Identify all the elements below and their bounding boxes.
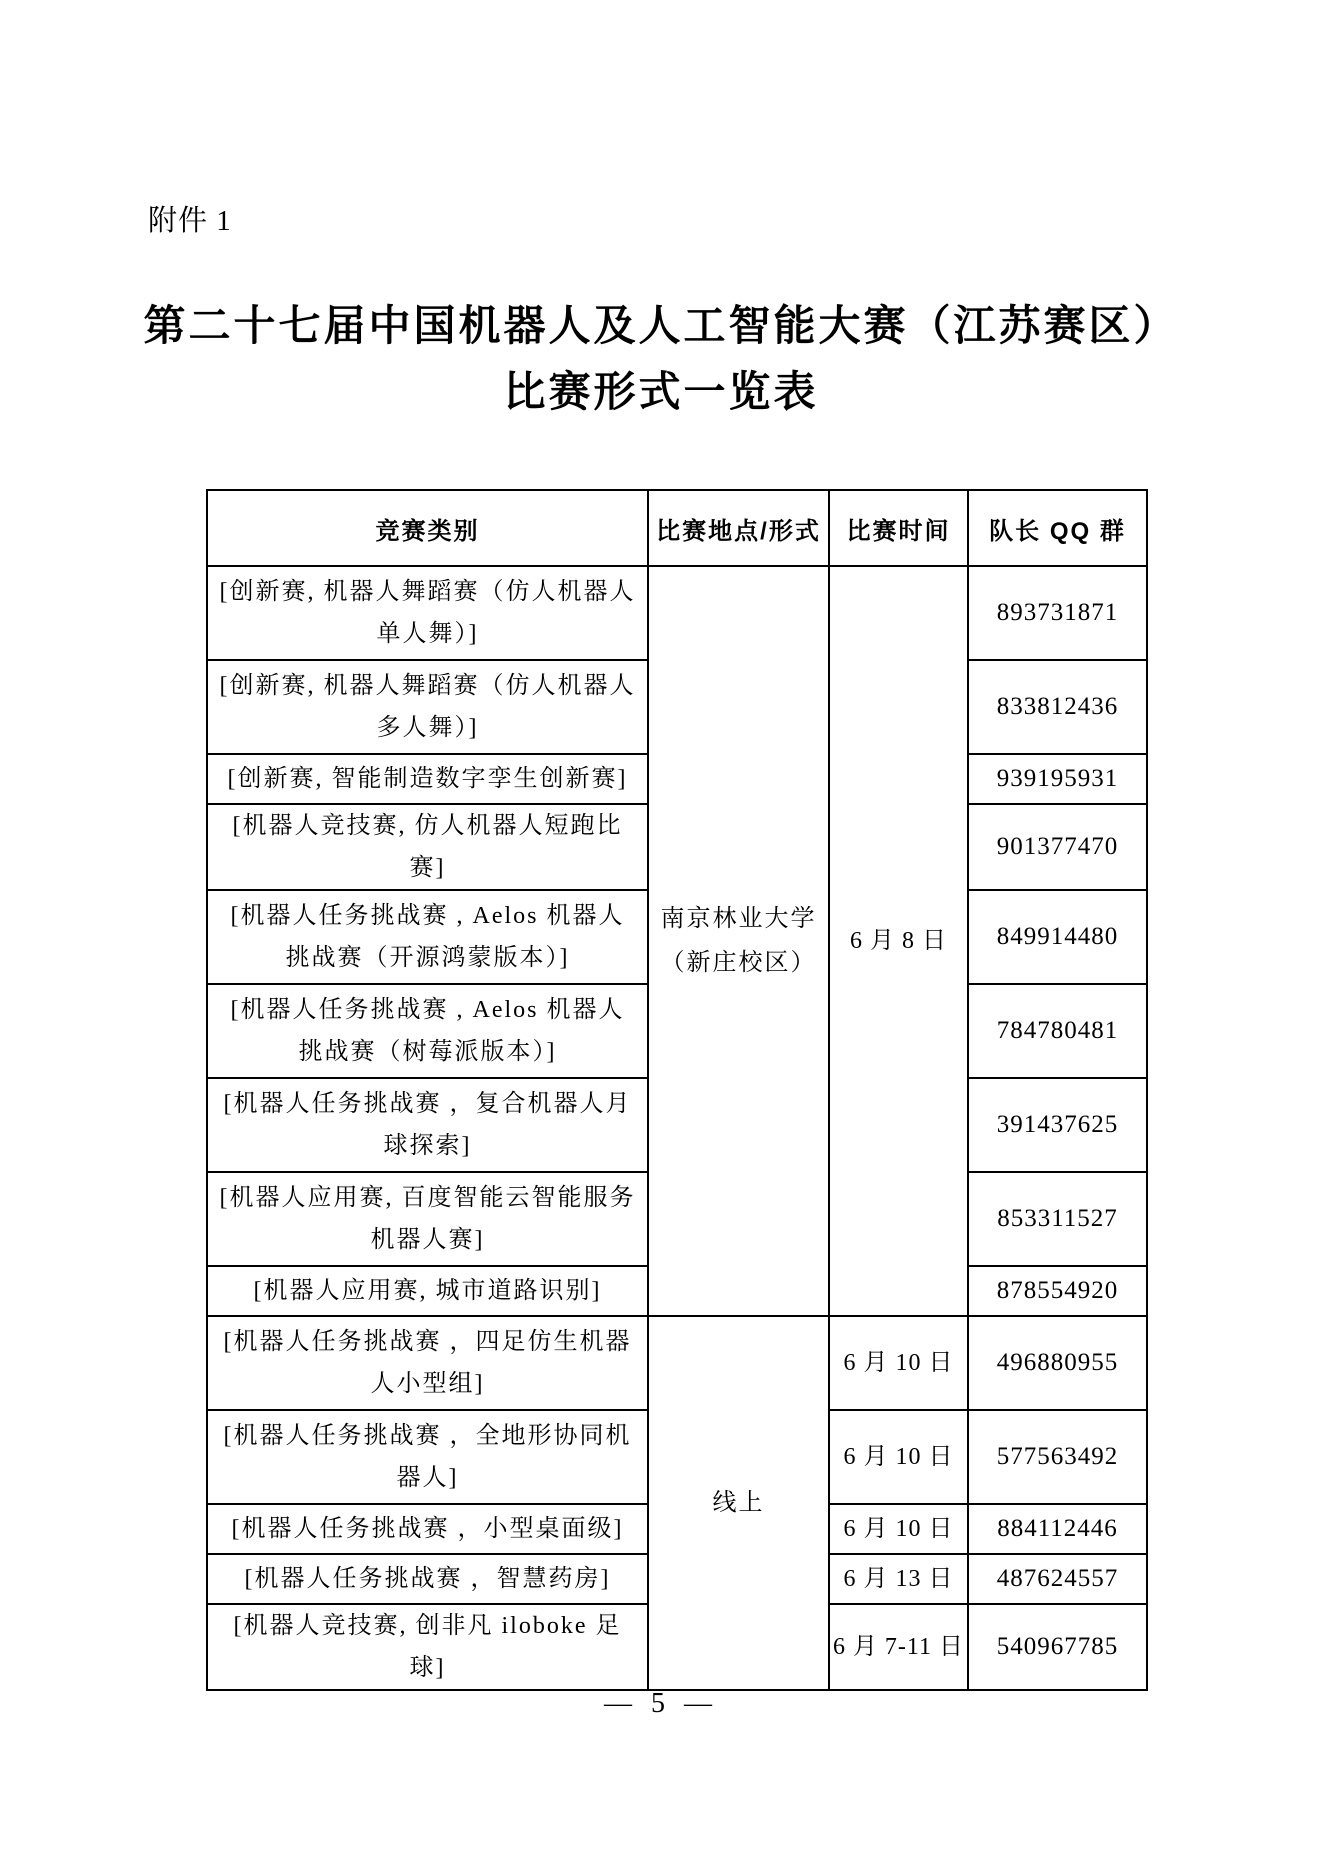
title-line-1: 第二十七届中国机器人及人工智能大赛（江苏赛区）	[143, 304, 1179, 350]
location-line-1: 南京林业大学	[660, 906, 817, 932]
header-location: 比赛地点/形式	[648, 490, 829, 566]
category-cell: [机器人任务挑战赛 ，小型桌面级]	[207, 1504, 648, 1554]
qq-cell: 784780481	[968, 984, 1147, 1078]
time-cell: 6 月 10 日	[829, 1504, 968, 1554]
category-cell: [机器人任务挑战赛 ，复合机器人月球探索]	[207, 1078, 648, 1172]
category-cell: [机器人任务挑战赛 ，四足仿生机器人小型组]	[207, 1316, 648, 1410]
attachment-label: 附件 1	[148, 205, 232, 237]
category-cell: [机器人任务挑战赛 ，全地形协同机器人]	[207, 1410, 648, 1504]
qq-cell: 496880955	[968, 1316, 1147, 1410]
qq-cell: 540967785	[968, 1604, 1147, 1690]
table-row	[207, 1316, 1147, 1410]
qq-cell: 849914480	[968, 890, 1147, 984]
qq-cell: 577563492	[968, 1410, 1147, 1504]
category-cell: [创新赛, 机器人舞蹈赛（仿人机器人多人舞）]	[207, 660, 648, 754]
qq-cell: 853311527	[968, 1172, 1147, 1266]
qq-cell: 901377470	[968, 804, 1147, 890]
title-line-2: 比赛形式一览表	[503, 370, 819, 416]
qq-cell: 391437625	[968, 1078, 1147, 1172]
category-cell: [创新赛, 机器人舞蹈赛（仿人机器人单人舞）]	[207, 566, 648, 660]
category-cell: [机器人竞技赛, 创非凡 iloboke 足球]	[207, 1604, 648, 1690]
time-cell: 6 月 10 日	[829, 1316, 968, 1410]
category-cell: [机器人任务挑战赛 ，智慧药房]	[207, 1554, 648, 1604]
header-time: 比赛时间	[829, 490, 968, 566]
time-cell: 6 月 7-11 日	[829, 1604, 968, 1690]
location-cell: 线上	[648, 1316, 829, 1690]
competition-table	[206, 489, 1148, 1691]
time-cell: 6 月 10 日	[829, 1410, 968, 1504]
category-cell: [机器人任务挑战赛 , Aelos 机器人挑战赛（树莓派版本）]	[207, 984, 648, 1078]
qq-cell: 893731871	[968, 566, 1147, 660]
location-cell	[648, 566, 829, 1316]
table-header-row	[207, 490, 1147, 566]
page-number: — 5 —	[604, 1688, 718, 1719]
time-cell: 6 月 13 日	[829, 1554, 968, 1604]
category-cell: [机器人应用赛, 城市道路识别]	[207, 1266, 648, 1316]
qq-cell: 884112446	[968, 1504, 1147, 1554]
header-category: 竞赛类别	[207, 490, 648, 566]
qq-cell: 878554920	[968, 1266, 1147, 1316]
header-qq: 队长 QQ 群	[968, 490, 1147, 566]
location-line-2: （新庄校区）	[660, 950, 817, 976]
qq-cell: 487624557	[968, 1554, 1147, 1604]
time-cell: 6 月 8 日	[829, 566, 968, 1316]
category-cell: [创新赛, 智能制造数字孪生创新赛]	[207, 754, 648, 804]
qq-cell: 939195931	[968, 754, 1147, 804]
category-cell: [机器人任务挑战赛 , Aelos 机器人挑战赛（开源鸿蒙版本）]	[207, 890, 648, 984]
category-cell: [机器人竞技赛, 仿人机器人短跑比赛]	[207, 804, 648, 890]
category-cell: [机器人应用赛, 百度智能云智能服务机器人赛]	[207, 1172, 648, 1266]
qq-cell: 833812436	[968, 660, 1147, 754]
table-row	[207, 566, 1147, 660]
document-title	[0, 294, 1322, 426]
